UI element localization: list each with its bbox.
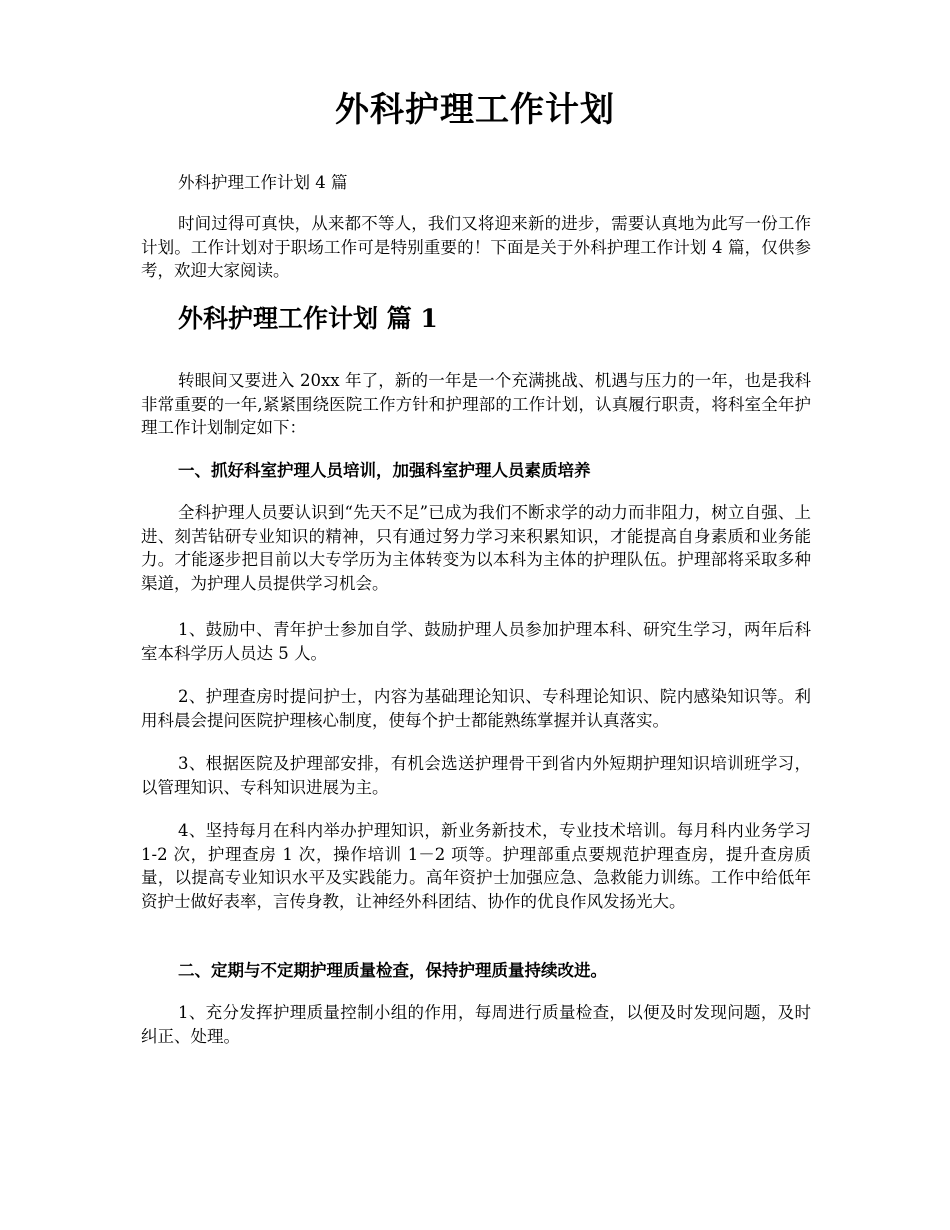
subtitle-paragraph: 外科护理工作计划 4 篇 (178, 173, 348, 192)
training-paragraph: 全科护理人员要认识到“先天不足”已成为我们不断求学的动力而非阻力，树立自强、上进、刻苦钻研专业知识的精神，只有通过努力学习来积累知识，才能提高自身素质和业务能力。才能逐步把目前以大专学历为主体转变为以本科为主体的护理队伍。护理部将采取多种渠道，为护理人员提供学习机会。 (141, 503, 811, 593)
list-item: 2、护理查房时提问护士，内容为基础理论知识、专科理论知识、院内感染知识等。利用科晨会提问医院护理核心制度，使每个护士都能熟练掌握并认真落实。 (141, 687, 811, 730)
list-item: 1、充分发挥护理质量控制小组的作用，每周进行质量检查，以便及时发现问题，及时纠正、处理。 (141, 1003, 811, 1046)
document-title: 外科护理工作计划 (335, 90, 615, 130)
section-heading: 外科护理工作计划 篇 1 (178, 304, 438, 333)
list-item: 3、根据医院及护理部安排，有机会选送护理骨干到省内外短期护理知识培训班学习，以管理知识、专科知识进展为主。 (141, 754, 811, 797)
intro-paragraph: 时间过得可真快，从来都不等人，我们又将迎来新的进步，需要认真地为此写一份工作计划。工作计划对于职场工作可是特别重要的！下面是关于外科护理工作计划 4 篇，仅供参考，欢迎大家阅读。 (141, 214, 811, 280)
subheading-one: 一、抓好科室护理人员培训，加强科室护理人员素质培养 (178, 461, 591, 480)
list-item: 1、鼓励中、青年护士参加自学、鼓励护理人员参加护理本科、研究生学习，两年后科室本科学历人员达 5 人。 (141, 620, 811, 663)
section-intro-paragraph: 转眼间又要进入 20xx 年了，新的一年是一个充满挑战、机遇与压力的一年，也是我科非常重要的一年,紧紧围绕医院工作方针和护理部的工作计划，认真履行职责，将科室全年护理工作计划制定如下： (141, 371, 811, 437)
list-item: 4、坚持每月在科内举办护理知识，新业务新技术，专业技术培训。每月科内业务学习 1-2 次，护理查房 1 次，操作培训 1－2 项等。护理部重点要规范护理查房，提升查房质量，以提高专业知识水平及实践能力。高年资护士加强应急、急救能力训练。工作中给低年资护士做好表率，言传身教，让神经外科团结、协作的优良作风发扬光大。 (141, 821, 811, 911)
subheading-two: 二、定期与不定期护理质量检查，保持护理质量持续改进。 (178, 961, 607, 980)
